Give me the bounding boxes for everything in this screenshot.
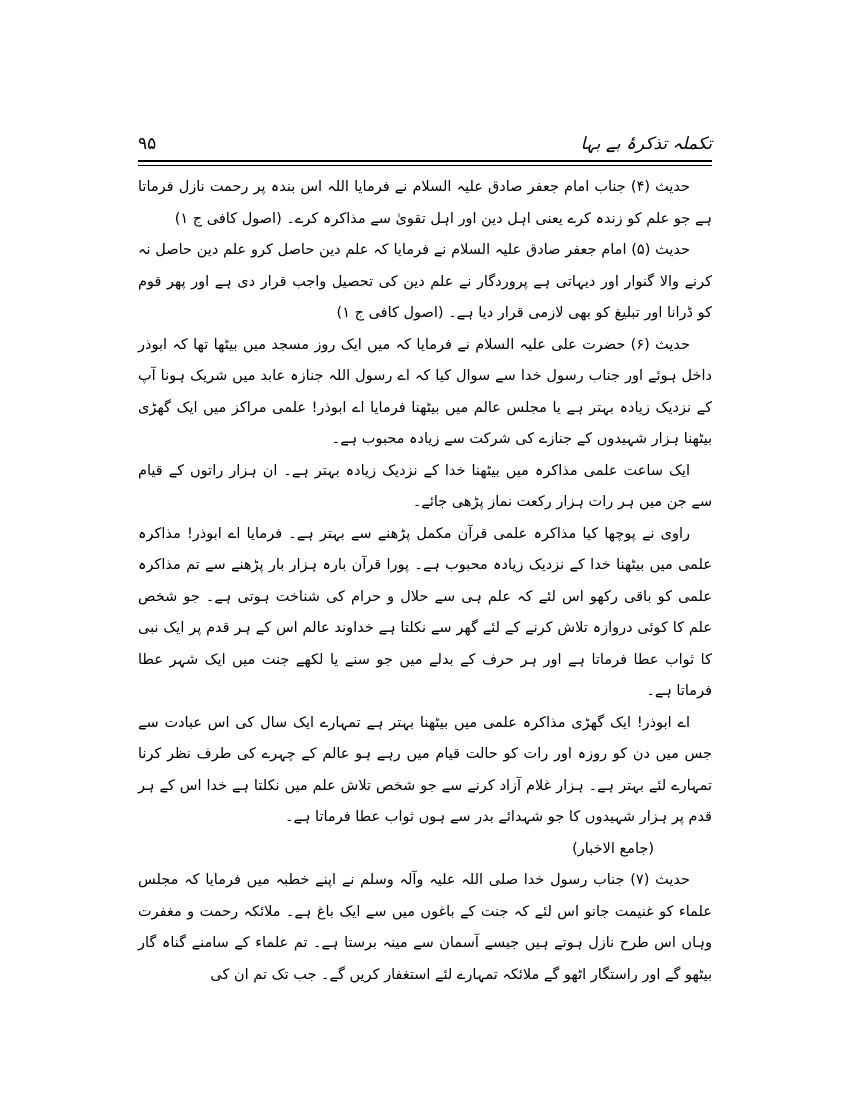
paragraph-hadith-5: حدیث (۵) امام جعفر صادق علیہ السلام نے فرمایا کہ علم دین حاصل کرو علم دین حاصل نہ کرنے والا گنوار اور دیہاتی ہے پروردگار نے علم دین کی تحصیل واجب قرار دی ہے اور پھر قوم کو ڈرانا اور تبلیغ کو بھی لازمی قرار دیا ہے۔ (اصول کافی ج ۱)	[138, 242, 712, 321]
paragraph-continuation-2: راوی نے پوچھا کیا مذاکرہ علمی قرآن مکمل پڑھنے سے بہتر ہے۔ فرمایا اے ابوذر! مذاکرہ علمی میں بیٹھنا خدا کے نزدیک زیادہ محبوب ہے۔ پورا قرآن بارہ ہزار بار پڑھنے سے تم مذاکرہ علمی کو باقی رکھو اس لئے کہ علم ہی سے حلال و حرام کی شناخت ہوتی ہے۔ جو شخص علم کا کوئی دروازہ تلاش کرنے کے لئے گھر سے نکلتا ہے خداوند عالم اس کے ہر قدم پر ایک نبی کا ثواب عطا فرماتا ہے اور ہر حرف کے بدلے میں جو سنے یا لکھے جنت میں ایک شہر عطا فرماتا ہے۔	[138, 525, 712, 699]
paragraph-hadith-4: حدیث (۴) جناب امام جعفر صادق علیہ السلام نے فرمایا اللہ اس بندہ پر رحمت نازل فرماتا ہے جو علم کو زندہ کرے یعنی اہل دین اور اہل تقویٰ سے مذاکرہ کرے۔ (اصول کافی ج ۱)	[138, 179, 712, 227]
header-rule-thin	[138, 165, 712, 166]
page-number: ۹۵	[138, 134, 157, 154]
paragraph-hadith-6: حدیث (۶) حضرت علی علیہ السلام نے فرمایا کہ میں ایک روز مسجد میں بیٹھا تھا کہ ابوذر داخل ہوئے اور جناب رسول خدا سے سوال کیا کہ اے رسول اللہ جنازہ عابد میں شریک ہونا آپ کے نزدیک زیادہ بہتر ہے یا مجلس عالم میں بیٹھنا فرمایا اے ابوذر! علمی مراکز میں ایک گھڑی بیٹھنا ہزار شہیدوں کے جنازے کی شرکت سے زیادہ محبوب ہے۔	[138, 336, 712, 447]
page-header	[138, 133, 712, 157]
body-text	[138, 172, 712, 991]
source-citation: (جامع الاخبار)	[572, 840, 654, 857]
paragraph-continuation-1: ایک ساعت علمی مذاکرہ میں بیٹھنا خدا کے نزدیک زیادہ بہتر ہے۔ ان ہزار راتوں کے قیام سے جن میں ہر رات ہزار رکعت نماز پڑھی جائے۔	[138, 462, 712, 510]
running-title: تکملہ تذکرۂ بے بہا	[580, 134, 712, 154]
paragraph-continuation-3: اے ابوذر! ایک گھڑی مذاکرہ علمی میں بیٹھنا بہتر ہے تمہارے ایک سال کی اس عبادت سے جس میں دن کو روزہ اور رات کو حالت قیام میں رہے ہو عالم کے چہرے کی طرف نظر کرنا تمہارے لئے بہتر ہے۔ ہزار غلام آزاد کرنے سے جو شخص تلاش علم میں نکلتا ہے خدا اس کے ہر قدم پر ہزار شہیدوں کا جو شہدائے بدر سے ہوں ثواب عطا فرماتا ہے۔	[138, 714, 712, 825]
header-rule-thick	[138, 160, 712, 162]
paragraph-hadith-7: حدیث (۷) جناب رسول خدا صلی اللہ علیہ وآلہ وسلم نے اپنے خطبہ میں فرمایا کہ مجلس علماء کو غنیمت جانو اس لئے کہ جنت کے باغوں میں سے ایک باغ ہے۔ ملائکہ رحمت و مغفرت وہاں اس طرح نازل ہوتے ہیں جیسے آسمان سے مینہ برستا ہے۔ تم علماء کے سامنے گناہ گار بیٹھو گے اور راستگار اٹھو گے ملائکہ تمہارے لئے استغفار کریں گے۔ جب تک تم ان کی	[138, 872, 712, 983]
